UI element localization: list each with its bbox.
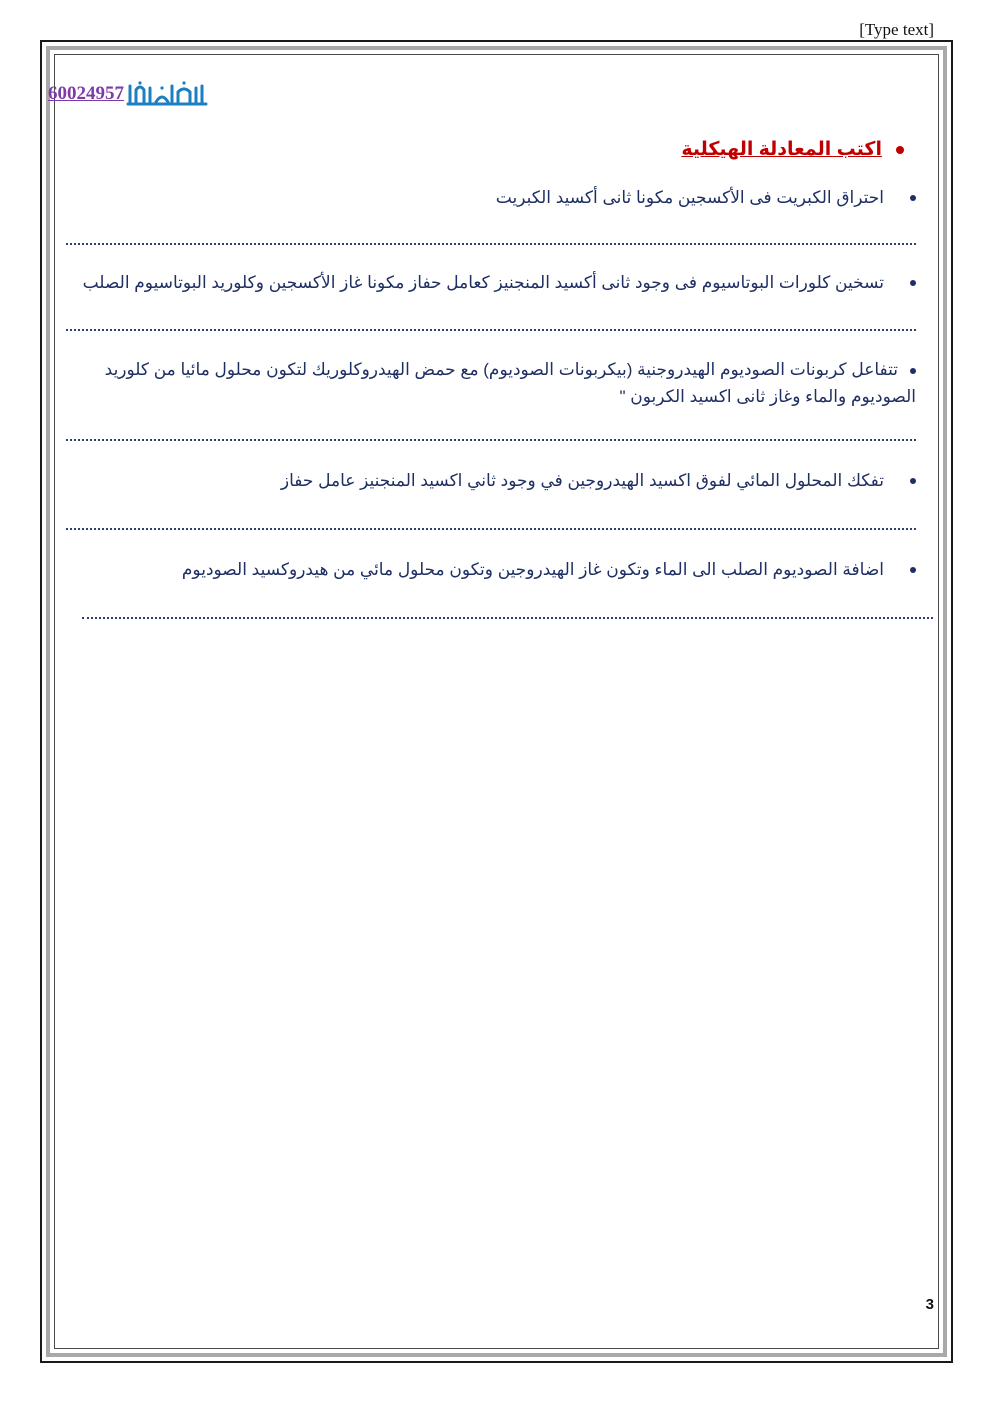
bullet-icon (910, 280, 916, 286)
list-item-text: اضافة الصوديوم الصلب الى الماء وتكون غاز الهيدروجين وتكون محلول مائي من هيدروكسيد الصوديوم (181, 560, 884, 579)
answer-line (66, 439, 916, 441)
page-border (40, 40, 953, 1363)
list-item (46, 356, 916, 410)
answer-line (66, 528, 916, 530)
page-number: 3 (925, 1296, 934, 1313)
bullet-icon (910, 195, 916, 201)
logo (48, 80, 208, 108)
list-item (496, 188, 916, 208)
calligraphy-logo-icon (126, 80, 208, 108)
phone-number: 60024957 (48, 83, 124, 104)
header-text: [Type text] (859, 20, 934, 39)
section-title (681, 138, 904, 161)
list-item-text: احتراق الكبريت فى الأكسجين مكونا ثانى أكسيد الكبريت (495, 188, 884, 207)
list-item-text: تفكك المحلول المائي لفوق اكسيد الهيدروجين في وجود ثاني اكسيد المنجنيز عامل حفاز (280, 471, 884, 490)
answer-line (66, 243, 916, 245)
bullet-icon (910, 567, 916, 573)
page-border-inner (54, 54, 939, 1349)
list-item (182, 560, 916, 580)
section-title-text: اكتب المعادلة الهيكلية (681, 139, 882, 160)
list-item (281, 471, 916, 491)
title-bullet-icon (896, 146, 904, 154)
bullet-icon (910, 478, 916, 484)
answer-line (66, 329, 916, 331)
list-item (83, 273, 916, 293)
answer-line (82, 617, 933, 619)
list-item-text: تتفاعل كربونات الصوديوم الهيدروجنية (بيكربونات الصوديوم) مع حمض الهيدروكلوريك لتكون محلول مائيا من كلوريد الصوديوم والماء وغاز ثانى اكسيد الكربون " (104, 360, 916, 406)
list-item-text: تسخين كلورات البوتاسيوم فى وجود ثانى أكسيد المنجنيز كعامل حفاز مكونا غاز الأكسجين وكلوريد البوتاسيوم الصلب (82, 273, 884, 292)
bullet-icon (910, 368, 916, 374)
